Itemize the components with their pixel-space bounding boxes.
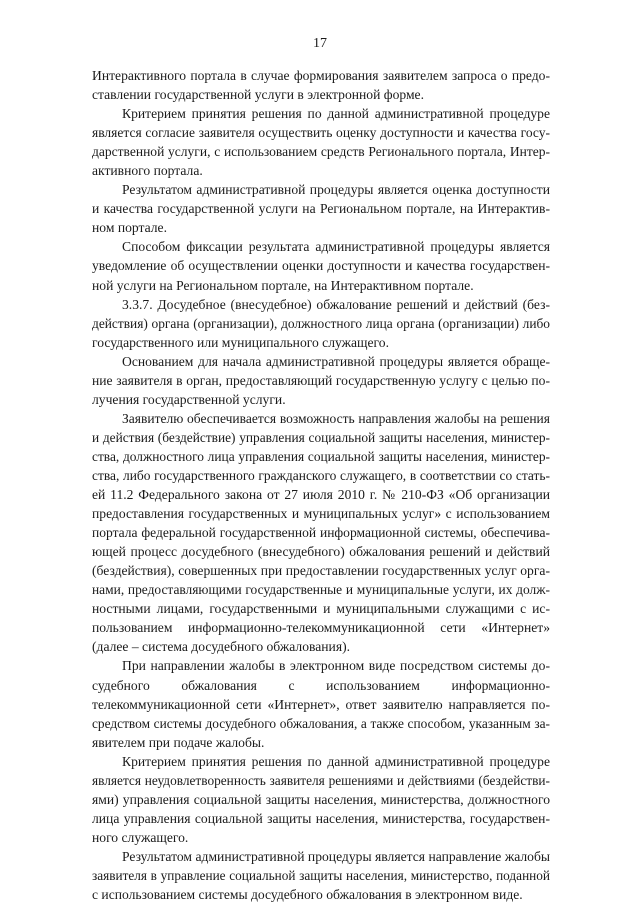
text-line: ного служащего. xyxy=(92,829,189,845)
text-line: судебного обжалования с использованием информационно- xyxy=(92,677,550,693)
text-line: предоставления государственных и муниципальных услуг» с использованием xyxy=(92,506,550,522)
text-line: ства, должностного лица управления социальной защиты населения, министер- xyxy=(92,448,550,464)
text-line: ства, либо государственного гражданского служащего, в соответствии со стать- xyxy=(92,467,550,483)
text-line: активного портала. xyxy=(92,163,203,179)
text-line: Критерием принятия решения по данной административной процедуре xyxy=(122,753,550,769)
text-line: Основанием для начала административной процедуры является обраще- xyxy=(122,353,550,369)
text-line: Результатом административной процедуры является направление жалобы xyxy=(122,848,550,864)
text-line: (далее – система досудебного обжалования). xyxy=(92,639,351,655)
text-line: ной услуги на Региональном портале, на Интерактивном портале. xyxy=(92,277,474,293)
text-line: и действия (бездействие) управления социальной защиты населения, министер- xyxy=(92,429,550,445)
text-line: уведомление об осуществлении оценки доступности и качества государствен- xyxy=(92,258,550,274)
text-line: Интерактивного портала в случае формирования заявителем запроса о предо- xyxy=(92,68,550,83)
text-line: является неудовлетворенность заявителя решениями и действиями (бездействи- xyxy=(92,772,550,788)
text-line: ставлении государственной услуги в электронной форме. xyxy=(92,87,424,103)
text-line: ющей процесс досудебного (внесудебного) обжалования решений и действий xyxy=(92,544,550,560)
text-line: с использованием системы досудебного обжалования в электронном виде. xyxy=(92,887,523,903)
text-line: ние заявителя в орган, предоставляющий государственную услугу с целью по- xyxy=(92,372,550,388)
text-line: и качества государственной услуги на Региональном портале, на Интерактив- xyxy=(92,201,550,217)
text-line: лучения государственной услуги. xyxy=(92,391,286,407)
text-line: Критерием принятия решения по данной административной процедуре xyxy=(122,106,550,122)
text-line: пользованием информационно-телекоммуникационной сети «Интернет» xyxy=(92,620,550,636)
text-line: 3.3.7. Досудебное (внесудебное) обжалование решений и действий (без- xyxy=(122,296,550,312)
text-line: телекоммуникационной сети «Интернет», ответ заявителю направляется по- xyxy=(92,696,550,712)
text-line: средством системы досудебного обжалования, а также способом, указанным за- xyxy=(92,715,550,731)
body-text xyxy=(92,66,550,904)
text-line: При направлении жалобы в электронном виде посредством системы до- xyxy=(122,658,550,674)
text-line: ностными лицами, государственными и муниципальными служащими с ис- xyxy=(92,601,550,617)
text-line: лица управления социальной защиты населения, министерства, государствен- xyxy=(92,810,550,826)
text-line: ей 11.2 Федерального закона от 27 июля 2010 г. № 210-ФЗ «Об организации xyxy=(92,487,550,503)
text-line: Заявителю обеспечивается возможность направления жалобы на решения xyxy=(122,410,550,426)
text-line: ями) управления социальной защиты населения, министерства, должностного xyxy=(92,791,550,807)
text-line: заявителя в управление социальной защиты населения, министерство, поданной xyxy=(92,867,550,883)
text-line: Способом фиксации результата административной процедуры является xyxy=(122,239,550,255)
text-line: нами, предоставляющими государственные и муниципальные услуги, их долж- xyxy=(92,582,550,598)
text-line: государственного или муниципального служащего. xyxy=(92,334,389,350)
page-number: 17 xyxy=(313,36,327,51)
text-line: портала федеральной государственной информационной системы, обеспечива- xyxy=(92,525,550,541)
text-line: ном портале. xyxy=(92,220,167,236)
text-line: дарственной услуги, с использованием средств Регионального портала, Интер- xyxy=(92,144,550,160)
text-line: Результатом административной процедуры является оценка доступности xyxy=(122,182,550,198)
text-line: (бездействия), совершенных при предоставлении государственных услуг орга- xyxy=(92,563,550,579)
text-line: является согласие заявителя осуществить оценку доступности и качества госу- xyxy=(92,125,550,141)
text-line: действия) органа (организации), должностного лица органа (организации) либо xyxy=(92,315,550,331)
text-line: явителем при подаче жалобы. xyxy=(92,734,265,750)
